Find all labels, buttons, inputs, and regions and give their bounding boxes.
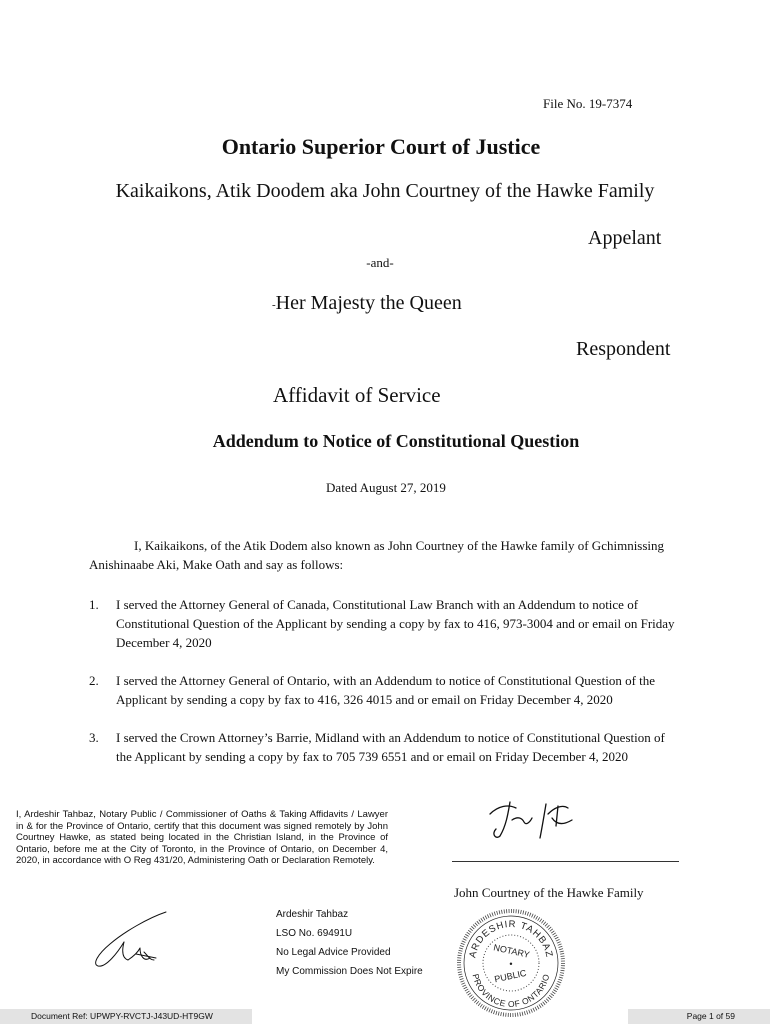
signer-name: John Courtney of the Hawke Family bbox=[454, 885, 644, 900]
seal-line-3: PUBLIC bbox=[493, 967, 528, 985]
seal-line-1: NOTARY bbox=[492, 942, 531, 960]
notary-name: Ardeshir Tahbaz bbox=[276, 909, 349, 920]
list-item bbox=[89, 671, 679, 709]
item-number: 2. bbox=[89, 673, 99, 688]
item-text: I served the Crown Attorney’s Barrie, Midland with an Addendum to notice of Constitutional Question of the Applicant by sending a copy by fax to 705 739 6551 and or email on Friday December 4, 2020 bbox=[116, 730, 665, 764]
document-date: Dated August 27, 2019 bbox=[326, 480, 446, 495]
signature-line bbox=[452, 861, 679, 862]
file-number: File No. 19-7374 bbox=[543, 96, 633, 111]
notary-info bbox=[276, 905, 423, 981]
respondent-role: Respondent bbox=[576, 338, 671, 360]
service-list bbox=[89, 595, 679, 766]
list-item bbox=[89, 728, 679, 766]
list-item bbox=[89, 595, 679, 652]
notary-statement: I, Ardeshir Tahbaz, Notary Public / Commissioner of Oaths & Taking Affidavits / Lawyer in & for the Province of Ontario, certify that this document was signed remotely by John Courtney Hawke, as stated being located in the Christian Island, in the Province of Ontario, before me at the City of Toronto, in the Province of Ontario, on December 4, 2020, in accordance with O Reg 431/20, Administering Oath or Declaration Remotely. bbox=[16, 809, 388, 866]
item-text: I served the Attorney General of Canada, Constitutional Law Branch with an Addendum to notice of Constitutional Question of the Applicant by sending a copy by fax to 416, 973-3004 and or email on Friday December 4, 2020 bbox=[116, 597, 675, 650]
document-title: Affidavit of Service bbox=[273, 383, 441, 407]
item-number: 1. bbox=[89, 597, 99, 612]
item-number: 3. bbox=[89, 730, 99, 745]
seal-top-text: ARDESHIR TAHBAZ bbox=[467, 918, 555, 959]
court-name: Ontario Superior Court of Justice bbox=[221, 134, 541, 159]
item-text: I served the Attorney General of Ontario, with an Addendum to notice of Constitutional Question of the Applicant by sending a copy by fax to 416, 326 4015 and or email on Friday December 4, 2020 bbox=[116, 673, 656, 707]
notary-lso: LSO No. 69491U bbox=[276, 928, 353, 939]
notary-signature bbox=[88, 908, 178, 970]
appellant-name: Kaikaikons, Atik Doodem aka John Courtney of the Hawke Family bbox=[115, 180, 655, 202]
intro-paragraph: I, Kaikaikons, of the Atik Dodem also known as John Courtney of the Hawke family of Gchimnissing Anishinaabe Aki, Make Oath and say as follows: bbox=[89, 538, 665, 572]
signer-signature bbox=[486, 796, 586, 846]
document-subtitle: Addendum to Notice of Constitutional Question bbox=[212, 431, 580, 451]
notary-commission: My Commission Does Not Expire bbox=[276, 966, 423, 977]
seal-line-2: • bbox=[509, 959, 513, 969]
notary-advice: No Legal Advice Provided bbox=[276, 947, 391, 958]
respondent-name: Her Majesty the Queen bbox=[275, 292, 462, 314]
and-separator: -and- bbox=[366, 255, 394, 270]
footer-document-ref: Document Ref: UPWPY-RVCTJ-J43UD-HT9GW bbox=[0, 1009, 252, 1024]
seal-bottom-text: PROVINCE OF ONTARIO bbox=[470, 972, 552, 1010]
respondent bbox=[272, 292, 462, 315]
respondent-prefix: - bbox=[272, 299, 276, 311]
notary-seal bbox=[456, 908, 566, 1018]
appellant-role: Appelant bbox=[588, 227, 662, 249]
footer-page-number: Page 1 of 59 bbox=[628, 1009, 770, 1024]
